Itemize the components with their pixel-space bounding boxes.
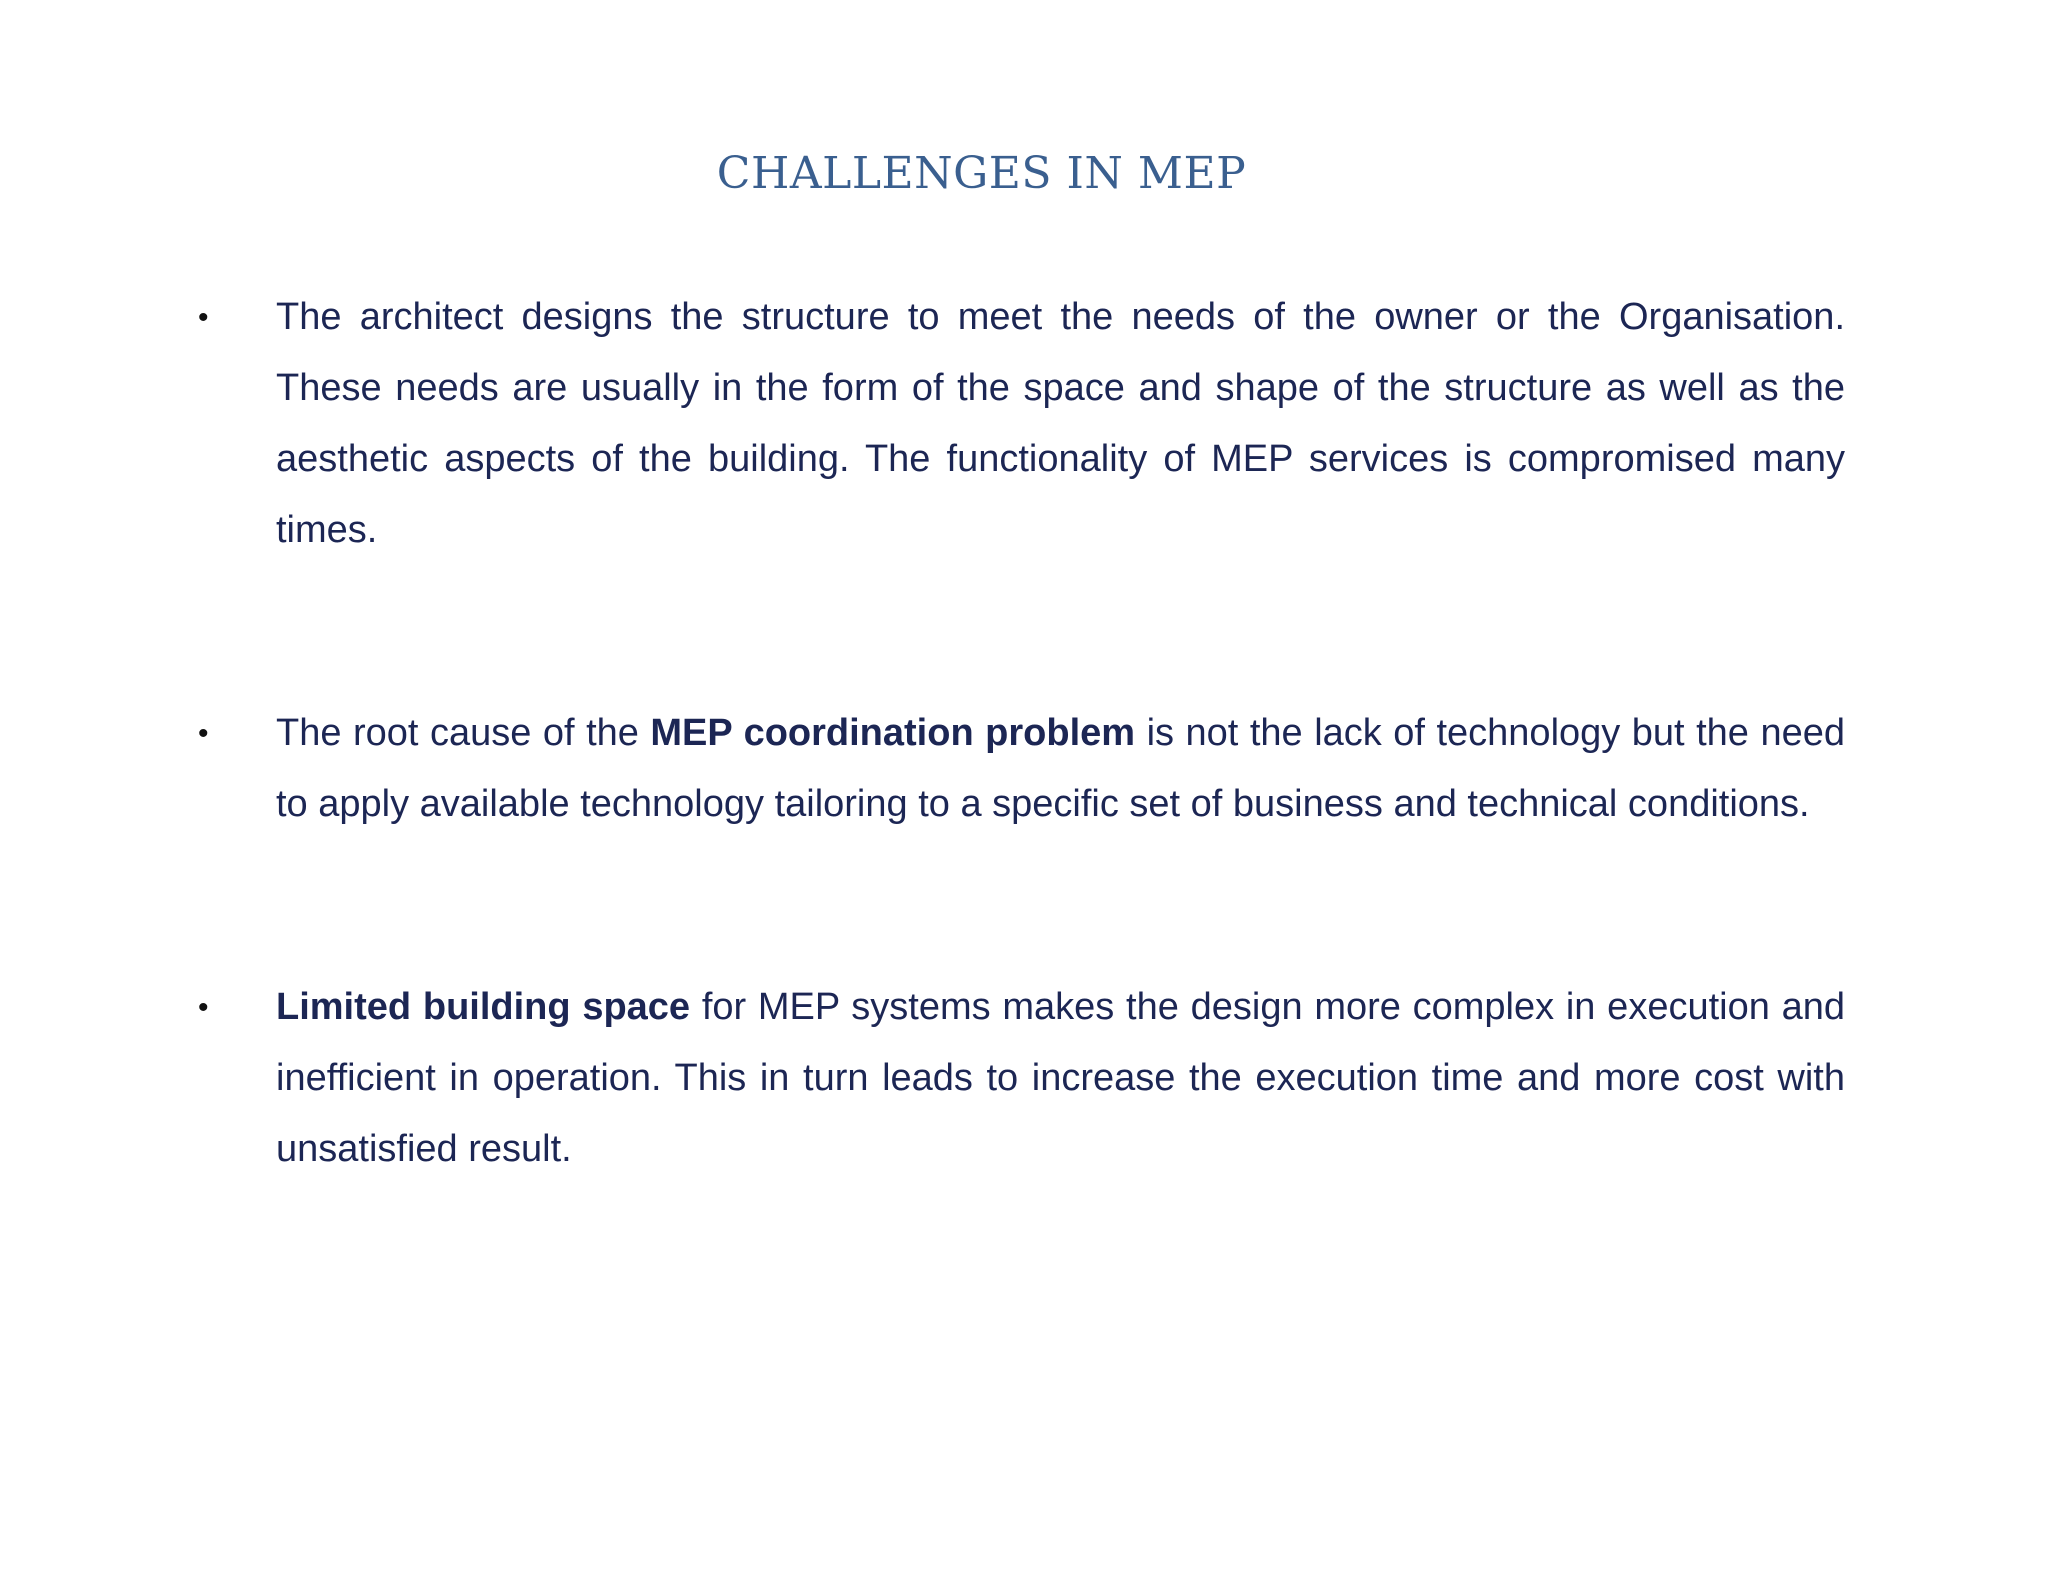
bullet-bold-text: Limited building space <box>276 986 691 1028</box>
bullet-list <box>198 282 1845 1185</box>
bullet-text-after-bold: for MEP systems makes the design more complex in execution and inefficient in operation. This in turn leads to increase the execution time and more cost with unsatisfied result. <box>276 986 1845 1170</box>
bullet-text-before-bold: The root cause of the <box>276 712 651 754</box>
bullet-text-after-bold: is not the lack of technology but the need to apply available technology tailoring to a specific set of business and technical conditions. <box>276 712 1845 825</box>
list-item <box>198 972 1845 1185</box>
bullet-icon: • <box>198 717 209 750</box>
page-title: CHALLENGES IN MEP <box>716 148 1247 199</box>
list-item <box>198 282 1845 566</box>
bullet-text: The architect designs the structure to meet the needs of the owner or the Organisation. These needs are usually in the form of the space and shape of the structure as well as the aesthetic aspects of the building. The functionality of MEP services is compromised many times. <box>276 296 1845 551</box>
bullet-icon: • <box>198 991 209 1024</box>
bullet-icon: • <box>198 301 209 334</box>
list-item <box>198 698 1845 840</box>
bullet-bold-text: MEP coordination problem <box>650 712 1136 754</box>
